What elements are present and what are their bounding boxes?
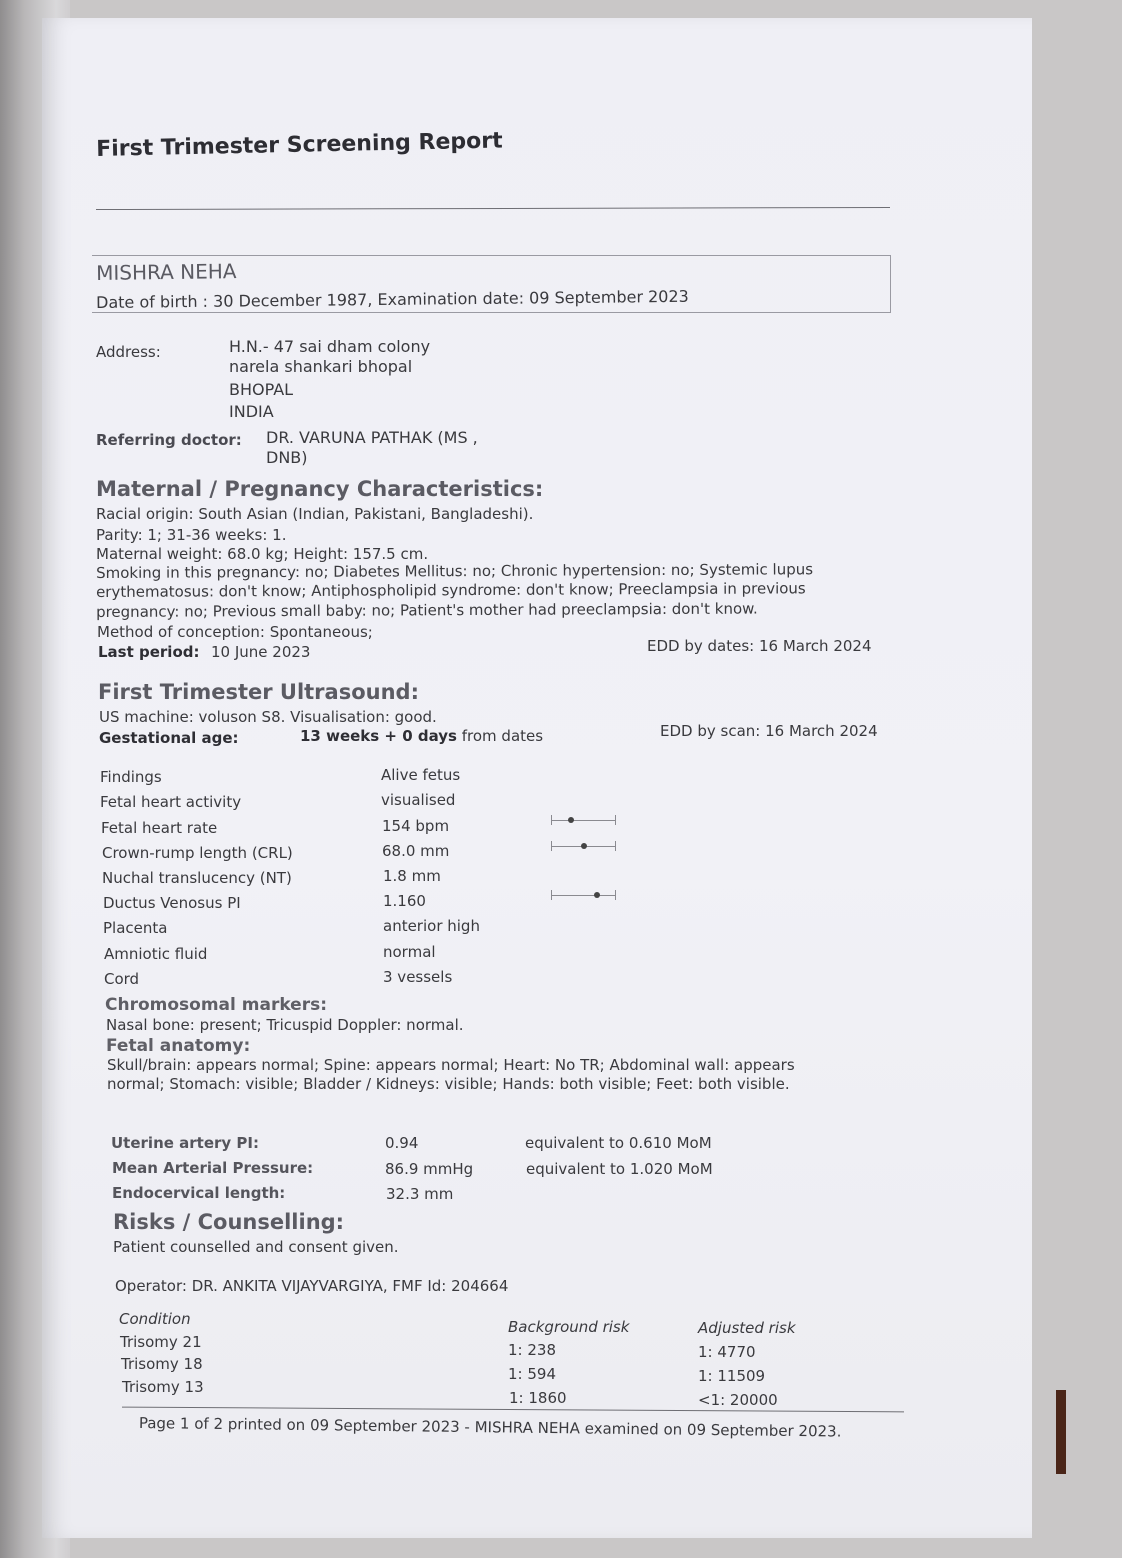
risk-adjusted: 1: 4770 bbox=[698, 1343, 756, 1361]
page-title: First Trimester Screening Report bbox=[95, 128, 503, 162]
edd-by-scan: EDD by scan: 16 March 2024 bbox=[660, 722, 878, 740]
page-tab-marker bbox=[1056, 1390, 1066, 1474]
last-period-value: 10 June 2023 bbox=[211, 643, 311, 661]
maternal-heading: Maternal / Pregnancy Characteristics: bbox=[96, 477, 544, 501]
anatomy-line: normal; Stomach: visible; Bladder / Kidneys: visible; Hands: both visible; Feet: both visible. bbox=[107, 1075, 790, 1093]
risks-text: Patient counselled and consent given. bbox=[113, 1238, 399, 1256]
referring-doctor: DR. VARUNA PATHAK (MS , bbox=[266, 428, 478, 447]
finding-value: 1.160 bbox=[383, 892, 426, 910]
finding-label: Ductus Venosus PI bbox=[103, 894, 241, 912]
last-period-label: Last period: bbox=[98, 643, 200, 661]
address-line: INDIA bbox=[229, 402, 274, 421]
range-dot bbox=[594, 892, 600, 898]
range-line bbox=[551, 820, 616, 821]
anatomy-line: Skull/brain: appears normal; Spine: appears normal; Heart: No TR; Abdominal wall: appears bbox=[107, 1056, 795, 1074]
finding-value: 68.0 mm bbox=[382, 842, 450, 860]
range-line bbox=[551, 895, 616, 896]
risk-adjusted: <1: 20000 bbox=[698, 1391, 778, 1409]
finding-label: Fetal heart rate bbox=[101, 819, 218, 837]
range-cap bbox=[551, 890, 552, 900]
maternal-line: Smoking in this pregnancy: no; Diabetes Mellitus: no; Chronic hypertension: no; Systemic lupus bbox=[96, 560, 814, 582]
range-cap bbox=[551, 841, 552, 851]
anatomy-heading: Fetal anatomy: bbox=[106, 1036, 251, 1056]
finding-label: Fetal heart activity bbox=[100, 793, 242, 811]
range-dot bbox=[568, 817, 574, 823]
maternal-line: Maternal weight: 68.0 kg; Height: 157.5 cm. bbox=[96, 545, 429, 563]
maternal-line: Parity: 1; 31-36 weeks: 1. bbox=[96, 526, 287, 544]
risk-condition: Trisomy 18 bbox=[121, 1355, 203, 1373]
measure-value: 86.9 mmHg bbox=[385, 1160, 474, 1178]
finding-value: 1.8 mm bbox=[383, 867, 441, 885]
finding-label: Cord bbox=[104, 970, 140, 988]
risk-col-adjusted: Adjusted risk bbox=[698, 1319, 796, 1337]
risk-adjusted: 1: 11509 bbox=[698, 1367, 766, 1385]
risk-background: 1: 1860 bbox=[509, 1389, 567, 1407]
ultrasound-heading: First Trimester Ultrasound: bbox=[98, 680, 419, 704]
finding-label: Findings bbox=[100, 768, 162, 786]
measure-label: Uterine artery PI: bbox=[111, 1134, 259, 1152]
address-line: H.N.- 47 sai dham colony bbox=[229, 337, 431, 356]
measure-value: 32.3 mm bbox=[386, 1185, 454, 1203]
us-machine: US machine: voluson S8. Visualisation: good. bbox=[99, 708, 437, 726]
finding-value: 154 bpm bbox=[382, 817, 450, 835]
finding-label: Crown-rump length (CRL) bbox=[102, 844, 293, 862]
measure-label: Mean Arterial Pressure: bbox=[112, 1159, 314, 1177]
risks-heading: Risks / Counselling: bbox=[113, 1210, 345, 1234]
finding-label: Nuchal translucency (NT) bbox=[102, 869, 292, 887]
edd-by-dates: EDD by dates: 16 March 2024 bbox=[647, 637, 872, 655]
dob-exam-line: Date of birth : 30 December 1987, Examination date: 09 September 2023 bbox=[96, 286, 689, 312]
operator-line: Operator: DR. ANKITA VIJAYVARGIYA, FMF Id: 204664 bbox=[115, 1277, 509, 1295]
finding-value: visualised bbox=[381, 791, 456, 809]
chromosomal-text: Nasal bone: present; Tricuspid Doppler: normal. bbox=[106, 1016, 464, 1034]
chromosomal-heading: Chromosomal markers: bbox=[105, 995, 328, 1015]
referring-doctor: DNB) bbox=[266, 448, 308, 467]
risk-col-background: Background risk bbox=[508, 1318, 630, 1336]
finding-value: anterior high bbox=[383, 917, 480, 935]
address-line: BHOPAL bbox=[229, 380, 294, 399]
page-footer: Page 1 of 2 printed on 09 September 2023 - MISHRA NEHA examined on 09 September 2023. bbox=[138, 1414, 842, 1441]
ga-suffix: from dates bbox=[456, 727, 544, 745]
risk-col-condition: Condition bbox=[119, 1310, 191, 1328]
range-cap bbox=[551, 815, 552, 825]
address-label: Address: bbox=[96, 343, 161, 361]
address-line: narela shankari bhopal bbox=[229, 357, 413, 376]
maternal-line: pregnancy: no; Previous small baby: no; Patient's mother had preeclampsia: don't know. bbox=[96, 599, 758, 621]
range-marker-ductus-venosus bbox=[551, 889, 616, 901]
finding-value: Alive fetus bbox=[381, 766, 461, 784]
ga-value: 13 weeks + 0 days bbox=[300, 727, 457, 745]
range-dot bbox=[581, 843, 587, 849]
measure-note: equivalent to 1.020 MoM bbox=[526, 1160, 713, 1178]
finding-value: normal bbox=[383, 943, 436, 961]
referring-label: Referring doctor: bbox=[96, 431, 242, 449]
measure-value: 0.94 bbox=[385, 1134, 419, 1152]
range-cap bbox=[615, 815, 616, 825]
ga-label: Gestational age: bbox=[99, 729, 239, 747]
maternal-line: Racial origin: South Asian (Indian, Pakistani, Bangladeshi). bbox=[96, 505, 534, 523]
measure-label: Endocervical length: bbox=[112, 1184, 286, 1202]
finding-value: 3 vessels bbox=[383, 968, 453, 986]
range-cap bbox=[615, 841, 616, 851]
finding-label: Placenta bbox=[103, 919, 168, 937]
measure-note: equivalent to 0.610 MoM bbox=[525, 1134, 712, 1152]
risk-condition: Trisomy 21 bbox=[120, 1333, 202, 1351]
risk-background: 1: 238 bbox=[508, 1341, 556, 1359]
patient-name: MISHRA NEHA bbox=[95, 259, 237, 285]
range-marker-crl bbox=[551, 840, 616, 852]
range-cap bbox=[615, 890, 616, 900]
range-marker-heart-rate bbox=[551, 814, 616, 826]
maternal-line: Method of conception: Spontaneous; bbox=[97, 623, 373, 641]
ga-value-line bbox=[300, 727, 543, 746]
risk-condition: Trisomy 13 bbox=[122, 1378, 204, 1396]
risk-background: 1: 594 bbox=[508, 1365, 556, 1383]
maternal-line: erythematosus: don't know; Antiphospholipid syndrome: don't know; Preeclampsia in previous bbox=[96, 579, 806, 601]
finding-label: Amniotic fluid bbox=[104, 945, 208, 963]
